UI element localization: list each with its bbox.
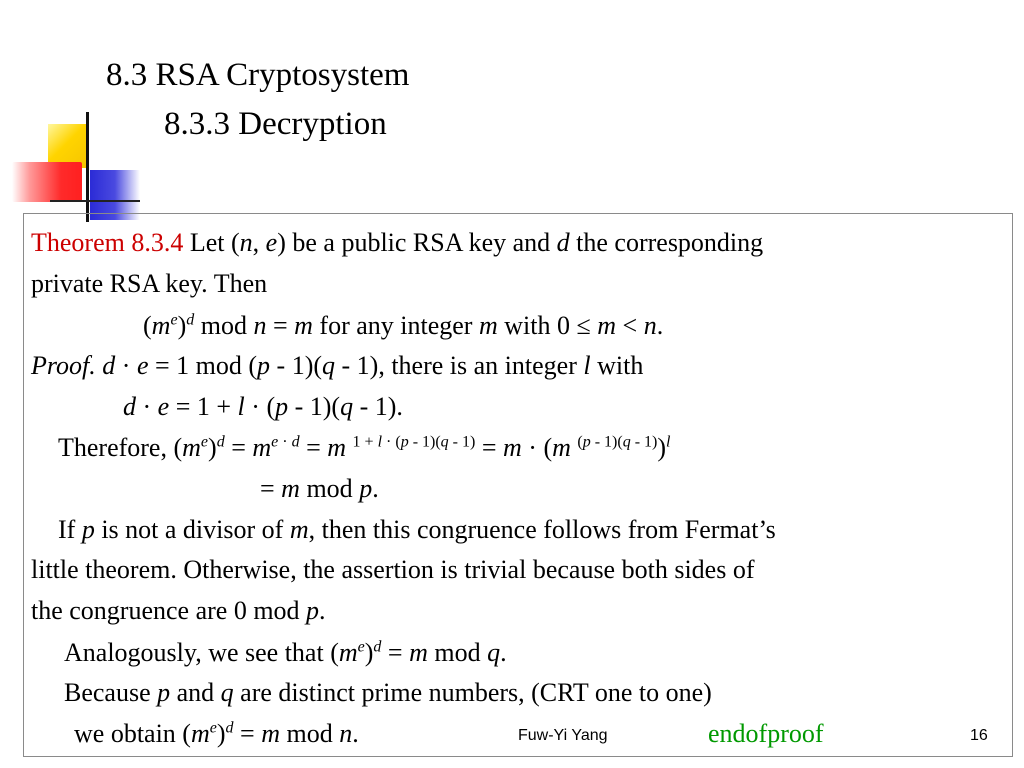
proof-analog-line: Analogously, we see that $(m^e)^d = m$ mod q. — [64, 638, 507, 667]
proof-because-line: Because p and q are distinct prime numbers, (CRT one to one) — [64, 678, 712, 707]
decor-horizontal-line — [50, 200, 140, 202]
decor-vertical-line — [86, 112, 89, 222]
slide-title: 8.3 RSA Cryptosystem — [106, 57, 410, 93]
proof-para1-line1: If p is not a divisor of m, then this congruence follows from Fermat’s — [58, 515, 776, 544]
proof-para1-line2: little theorem. Otherwise, the assertion is trivial because both sides of — [31, 555, 755, 584]
theorem-line-1: Theorem 8.3.4 Let (n, e) be a public RSA key and d the corresponding — [31, 228, 764, 257]
proof-congruence-line: = m mod p. — [260, 474, 379, 503]
theorem-line-2: private RSA key. Then — [31, 269, 268, 298]
proof-line-2: d · e = 1 + l · (p - 1)(q - 1). — [123, 392, 403, 421]
proof-therefore-line: Therefore, $(m^e)^d = m^{e \cdot d} = m$ $^{1 + l \cdot (p - 1)(q - 1)}$ = m · (m $^{(p - 1)(q - 1)}$)$^l$ — [58, 433, 671, 462]
proof-obtain-line: we obtain $(m^e)^d = m$ mod n. — [74, 719, 359, 748]
page-number: 16 — [970, 727, 988, 744]
theorem-label: Theorem 8.3.4 — [31, 228, 184, 257]
slide-subtitle: 8.3.3 Decryption — [164, 106, 387, 142]
footer-author: Fuw-Yi Yang — [518, 727, 608, 744]
theorem-statement: $(m^e)^d$ mod n = m for any integer m with 0 ≤ m < n. — [143, 311, 664, 340]
proof-line-1: Proof. d · e = 1 mod (p - 1)(q - 1), there is an integer l with — [31, 351, 644, 380]
proof-para1-line3: the congruence are 0 mod p. — [31, 596, 326, 625]
proof-label: Proof. — [31, 351, 96, 380]
endofproof-label: endofproof — [708, 719, 824, 748]
decor-red-bar — [12, 162, 82, 202]
